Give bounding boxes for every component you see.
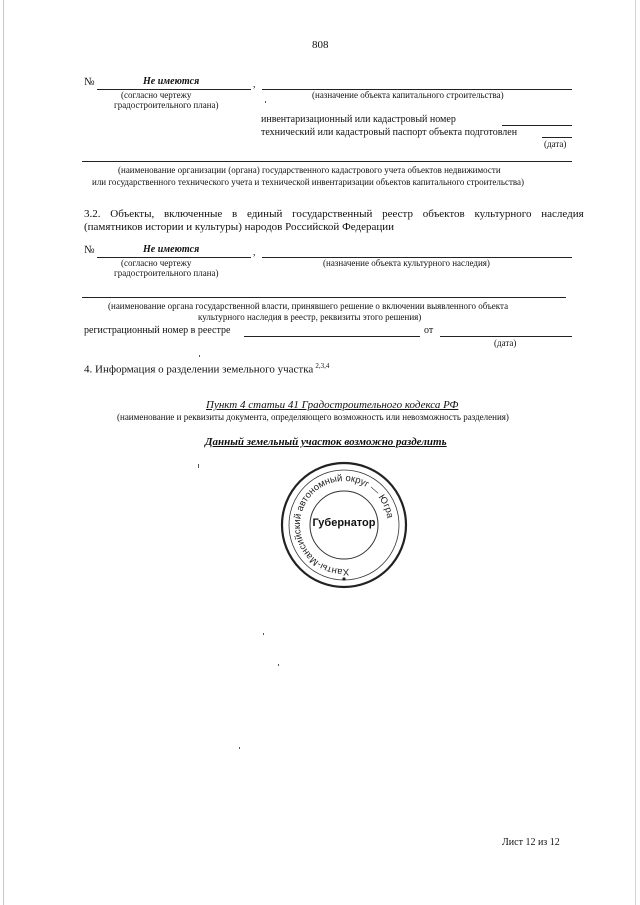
division-document-label: (наименование и реквизиты документа, определяющего возможность или невозможность разделения) <box>117 412 509 422</box>
heritage-number-sign: № <box>84 244 95 256</box>
scan-speck <box>239 747 240 749</box>
heritage-heading-2: (памятников истории и культуры) народов Российской Федерации <box>84 221 395 233</box>
drawing-note-1: (согласно чертежу <box>121 90 192 100</box>
organization-label-2: или государственного технического учета и технической инвентаризации объектов капитального строительства) <box>92 177 525 187</box>
passport-label: технический или кадастровый паспорт объекта подготовлен <box>261 127 518 138</box>
heritage-comma: , <box>253 247 256 258</box>
division-heading-text: 4. Информация о разделении земельного участка <box>84 363 314 376</box>
comma: , <box>253 79 256 90</box>
seal-ring-text: Ханты-Мансийский автономный округ — Югра <box>291 472 396 578</box>
drawing-note-2: градостроительного плана) <box>114 100 219 110</box>
scan-speck <box>198 464 199 468</box>
organization-label-1: (наименование организации (органа) государственного кадастрового учета объектов недвижимости <box>118 165 501 175</box>
heritage-drawing-note-2: градостроительного плана) <box>114 268 219 278</box>
authority-label-2: культурного наследия в реестр, реквизиты этого решения) <box>198 312 422 322</box>
purpose-label: (назначение объекта капитального строительства) <box>312 90 504 100</box>
governor-seal <box>276 457 412 593</box>
inventory-number-label: инвентаризационный или кадастровый номер <box>261 114 456 125</box>
division-document-reference: Пункт 4 статьи 41 Градостроительного кодекса РФ <box>206 399 459 411</box>
division-conclusion: Данный земельный участок возможно разделить <box>205 436 447 448</box>
registry-number-line <box>244 336 420 337</box>
heritage-purpose-label: (назначение объекта культурного наследия) <box>323 258 490 268</box>
authority-line <box>82 297 566 298</box>
division-heading-sup: 2,3,4 <box>315 362 330 370</box>
object-number-value: Не имеются <box>143 76 200 87</box>
heritage-heading-1: 3.2. Объекты, включенные в единый государственный реестр объектов культурного наследия <box>84 208 584 220</box>
scan-edge-right <box>635 0 636 905</box>
heritage-number-value: Не имеются <box>143 244 200 255</box>
passport-date-label: (дата) <box>544 139 567 149</box>
page-number: 808 <box>312 39 329 51</box>
registry-number-label: регистрационный номер в реестре <box>84 325 231 336</box>
scan-edge-left <box>3 0 4 905</box>
scan-speck <box>265 101 266 103</box>
authority-label-1: (наименование органа государственной власти, принявшего решение о включении выявленного объекта <box>108 301 509 311</box>
registry-date-label: (дата) <box>494 338 517 348</box>
division-heading <box>84 363 329 376</box>
inventory-number-line <box>502 125 572 126</box>
registry-date-line <box>440 336 572 337</box>
heritage-drawing-note-1: (согласно чертежу <box>121 258 192 268</box>
number-sign: № <box>84 76 95 88</box>
scan-speck <box>278 664 279 666</box>
sheet-number: Лист 12 из 12 <box>502 837 560 848</box>
seal-center-text: Губернатор <box>312 517 376 529</box>
passport-date-line <box>542 137 572 138</box>
scan-speck <box>199 355 200 357</box>
organization-line <box>82 161 572 162</box>
scan-speck <box>263 633 264 635</box>
registry-from-label: от <box>424 325 434 336</box>
